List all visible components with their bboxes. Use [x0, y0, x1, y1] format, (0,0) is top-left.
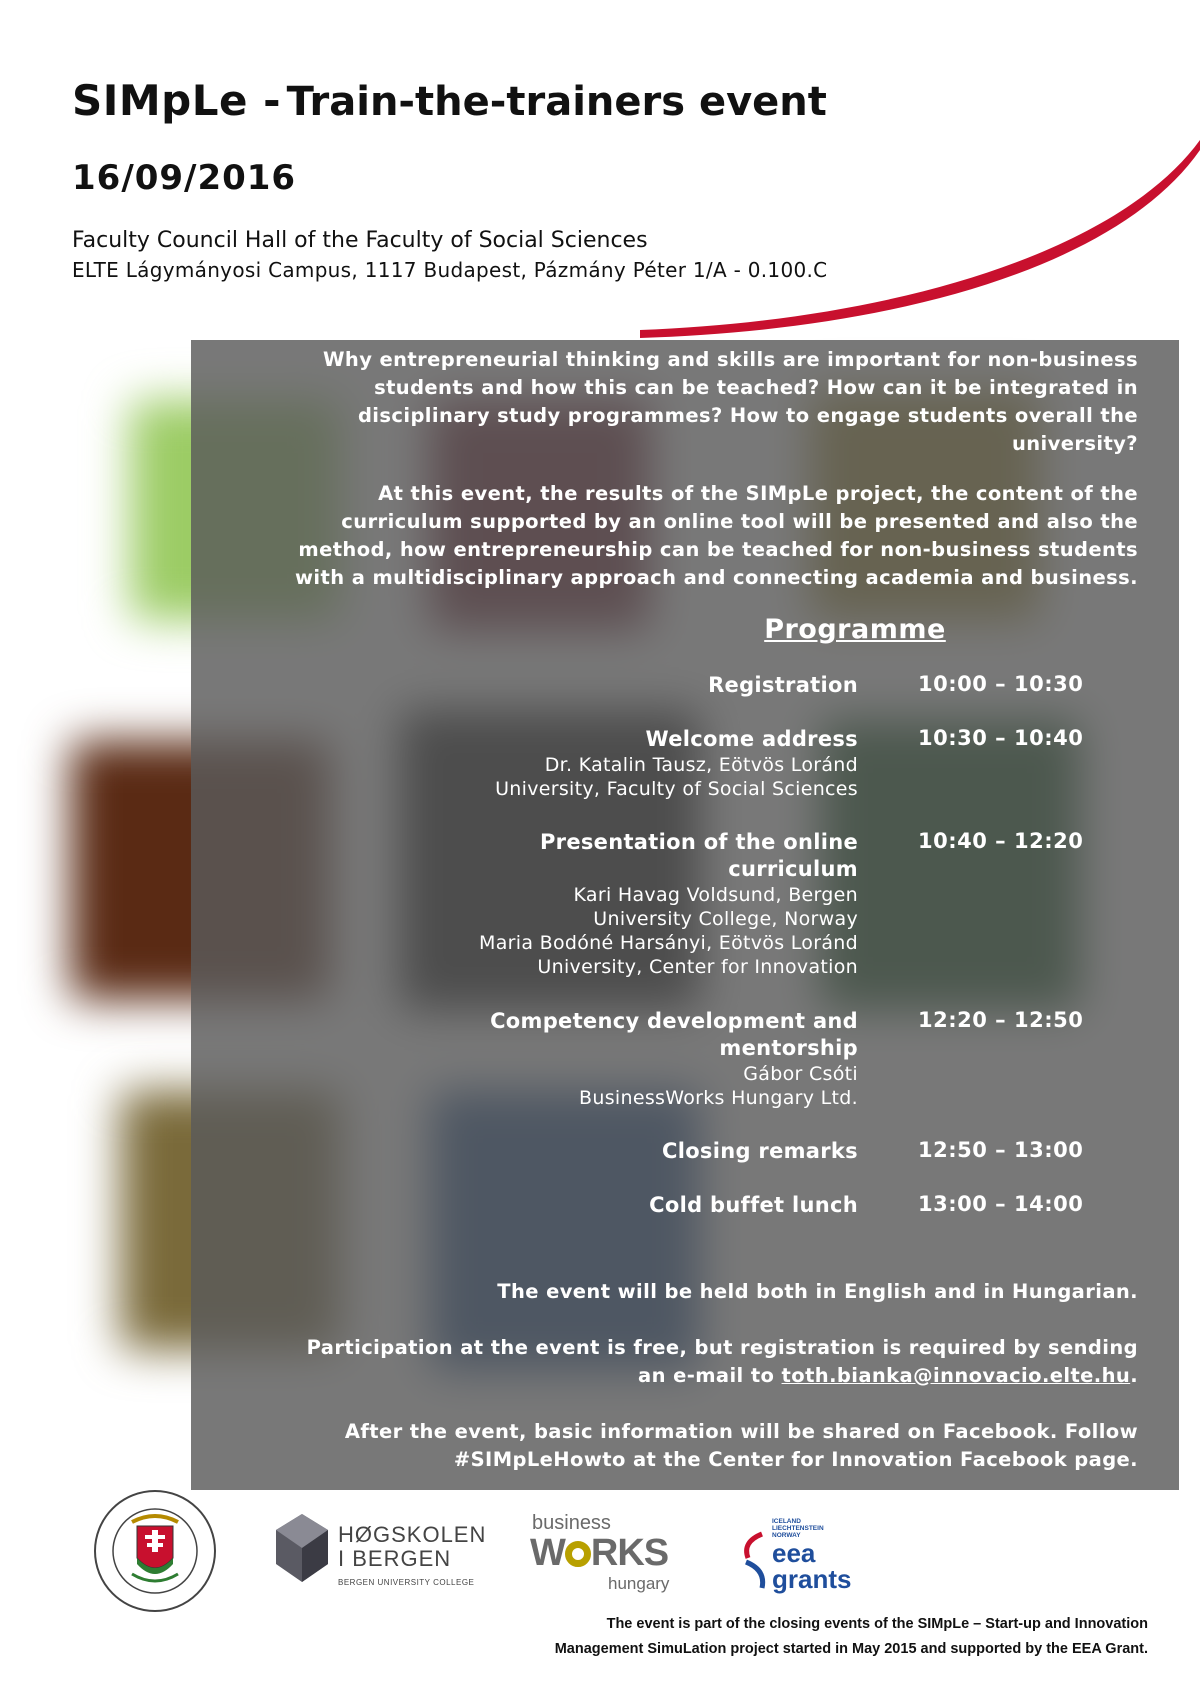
email-link[interactable]: toth.bianka@innovacio.elte.hu [781, 1364, 1131, 1387]
title-rest: Train-the-trainers event [286, 79, 827, 125]
page-title [72, 76, 827, 125]
businessworks-logo [530, 1512, 690, 1598]
bottom-note [428, 1612, 1148, 1662]
programme-item-time: 12:20 – 12:50 [918, 1008, 1084, 1032]
participation-prefix: an e-mail to [638, 1364, 782, 1387]
participation-line-2 [278, 1362, 1138, 1390]
title-main: SIMpLe - [72, 76, 282, 125]
programme-item-detail: Dr. Katalin Tausz, Eötvös Loránd [544, 754, 858, 776]
venue-line-1: Faculty Council Hall of the Faculty of Social Sciences [72, 228, 648, 253]
eea-line-1: eea [772, 1538, 816, 1568]
programme-item-name: Welcome address [645, 727, 858, 751]
event-date: 16/09/2016 [72, 158, 297, 198]
gear-icon [565, 1541, 591, 1567]
bottom-note-line-2: Management SimuLation project started in May 2015 and supported by the EEA Grant. [554, 1641, 1148, 1657]
intro-paragraph-2: At this event, the results of the SIMpLe project, the content of the curriculum supported by an online tool will be presented and also the method, how entrepreneurship can be teached for non-business students with a multidisciplinary approach and connecting academia and business. [295, 482, 1138, 589]
programme-item-detail: Maria Bodóné Harsányi, Eötvös Loránd [479, 932, 858, 954]
hib-subtitle: BERGEN UNIVERSITY COLLEGE [338, 1578, 475, 1587]
bw-bottom-text: hungary [608, 1574, 670, 1593]
programme-item-name: Competency development and [490, 1009, 858, 1033]
programme-item-name: Registration [708, 673, 858, 697]
eea-swirl-icon [738, 1528, 772, 1592]
eea-countries [772, 1518, 824, 1539]
programme-item-name: Cold buffet lunch [649, 1193, 858, 1217]
programme-item-time: 12:50 – 13:00 [918, 1138, 1084, 1162]
bw-top-text: business [532, 1512, 611, 1534]
bw-mid-b: RKS [590, 1532, 669, 1574]
programme-item-name: mentorship [719, 1036, 858, 1060]
eea-line-2: grants [772, 1564, 852, 1594]
programme-item-detail: University, Center for Innovation [537, 956, 858, 978]
participation-note [278, 1334, 1138, 1390]
bottom-note-line-1: The event is part of the closing events of the SIMpLe – Start-up and Innovation [606, 1616, 1148, 1632]
programme-item-detail: Kari Havag Voldsund, Bergen [573, 884, 858, 906]
venue-line-2: ELTE Lágymányosi Campus, 1117 Budapest, Pázmány Péter 1/A - 0.100.C [72, 258, 828, 282]
programme-item-time: 10:00 – 10:30 [918, 672, 1084, 696]
eea-country: ICELAND [772, 1518, 801, 1525]
hib-name-line-2: I BERGEN [338, 1546, 452, 1571]
programme-heading: Programme [764, 614, 946, 645]
programme-item-name: Closing remarks [661, 1139, 858, 1163]
programme-item-detail: BusinessWorks Hungary Ltd. [579, 1087, 858, 1109]
programme-item-detail: Gábor Csóti [743, 1063, 858, 1085]
facebook-note: After the event, basic information will be shared on Facebook. Follow #SIMpLeHowto at the Center for Innovation Facebook page. [344, 1420, 1138, 1471]
intro-paragraph-1: Why entrepreneurial thinking and skills are important for non-business students and how this can be teached? How can it be integrated in disciplinary study programmes? How to engage students overall the university? [323, 348, 1138, 455]
participation-line-1: Participation at the event is free, but registration is required by sending [306, 1336, 1138, 1359]
hexagon-icon [272, 1512, 332, 1586]
programme-item-name: curriculum [728, 857, 858, 881]
bw-mid-a: W [530, 1532, 565, 1574]
elte-seal-icon [92, 1488, 218, 1614]
programme-item-detail: University College, Norway [593, 908, 858, 930]
eea-grants-logo [738, 1518, 878, 1598]
participation-suffix: . [1130, 1364, 1138, 1387]
programme-item-time: 10:40 – 12:20 [918, 829, 1084, 853]
eea-country: NORWAY [772, 1532, 801, 1539]
elte-seal-logo [92, 1488, 218, 1614]
eea-country: LIECHTENSTEIN [772, 1525, 824, 1532]
hib-logo [272, 1508, 487, 1594]
programme-item-name: Presentation of the online [539, 830, 858, 854]
hib-name-line-1: HØGSKOLEN [338, 1522, 487, 1547]
programme-item-time: 13:00 – 14:00 [918, 1192, 1084, 1216]
bw-mid-text [530, 1532, 668, 1575]
programme-item-detail: University, Faculty of Social Sciences [495, 778, 858, 800]
programme-item-time: 10:30 – 10:40 [918, 726, 1084, 750]
language-note: The event will be held both in English and in Hungarian. [497, 1280, 1138, 1303]
